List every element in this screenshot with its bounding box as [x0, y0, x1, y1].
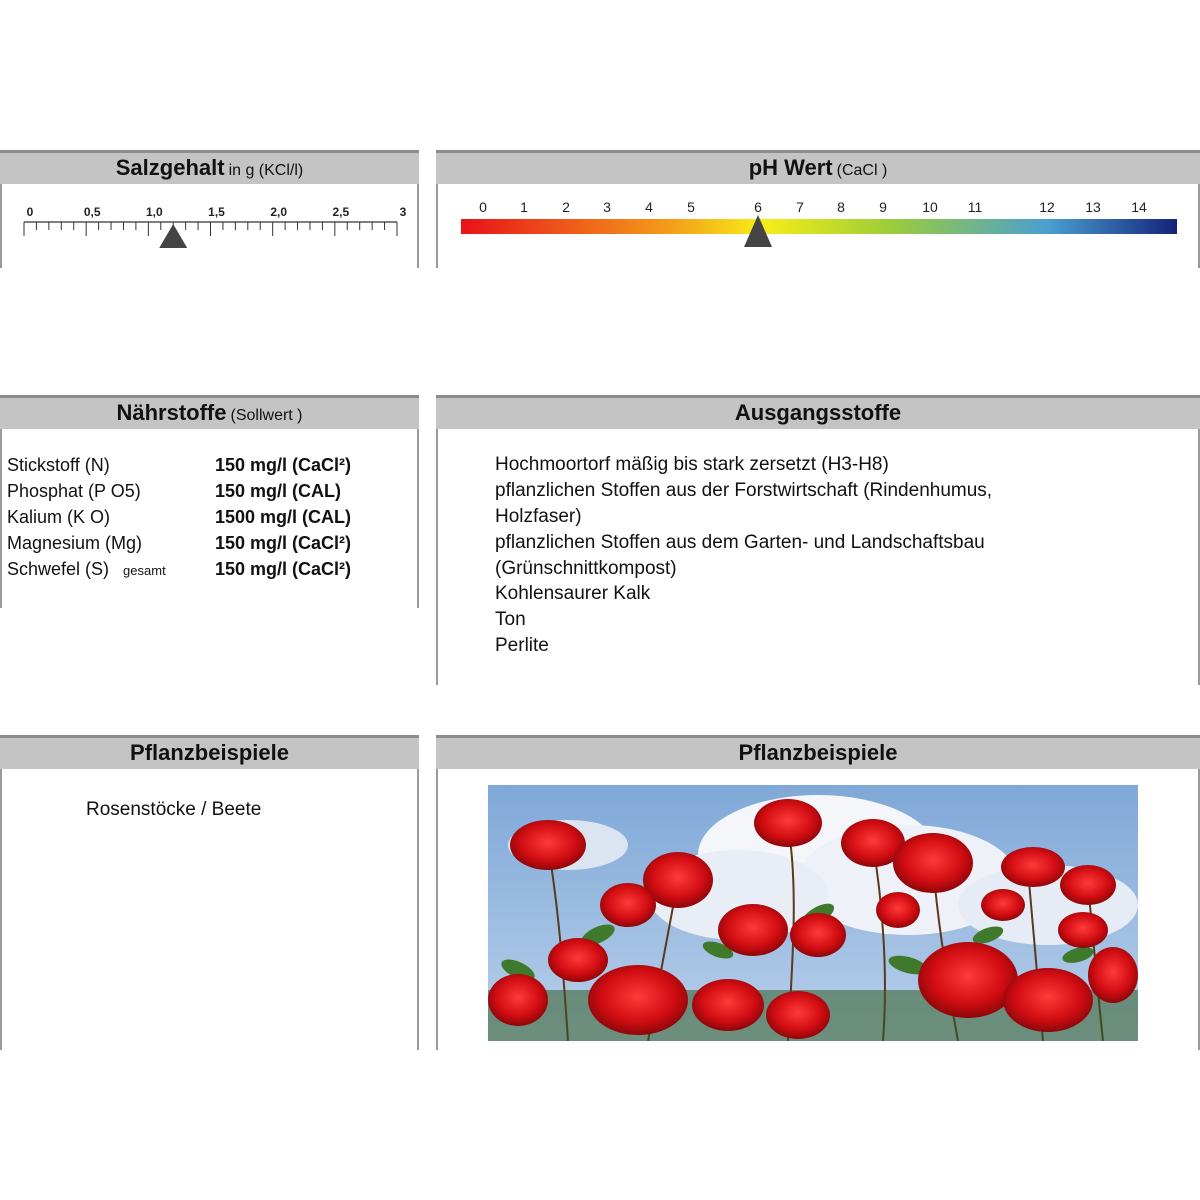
ph-tick-label: 8 [837, 199, 845, 215]
salt-tick-label: 0,5 [83, 205, 101, 219]
plants-text-header [0, 735, 419, 769]
nutrient-name-text: Schwefel (S) [7, 559, 110, 579]
nutrient-value: 150 mg/l (CAL) [215, 481, 342, 501]
salt-tick-label: 2,5 [332, 205, 350, 219]
salt-tick-label: 0 [26, 205, 34, 219]
ph-tick-label: 0 [479, 199, 487, 215]
nutrient-name: Stickstoff (N) [7, 455, 110, 475]
material-line: Perlite [495, 635, 549, 656]
salt-tick-label: 1,5 [208, 205, 225, 219]
nutrient-value: 150 mg/l (CaCl²) [215, 455, 352, 475]
nutrients-title: Nährstoffe [116, 400, 227, 425]
nutrient-row [7, 533, 417, 559]
plants-photo-panel [436, 735, 1200, 1050]
ph-tick-label: 6 [754, 199, 762, 215]
salt-tick-label: 2,0 [270, 205, 288, 219]
nutrient-qualifier: gesamt [123, 563, 166, 578]
salt-unit: in g (KCl/l) [228, 162, 304, 179]
material-line: Hochmoortorf mäßig bis stark zersetzt (H3-H8) [495, 454, 889, 475]
plants-text-title: Pflanzbeispiele [130, 740, 289, 765]
materials-panel [436, 395, 1200, 685]
ph-tick-label: 14 [1131, 199, 1147, 215]
nutrient-value: 150 mg/l (CaCl²) [215, 559, 352, 579]
red-roses-photo [488, 785, 1138, 1041]
ph-tick-label: 10 [922, 199, 938, 215]
ph-tick-label: 3 [603, 199, 611, 215]
nutrients-subtitle: (Sollwert ) [230, 407, 303, 424]
salt-tick-label: 3 [399, 205, 407, 219]
materials-title: Ausgangsstoffe [734, 400, 902, 425]
nutrient-value: 150 mg/l (CaCl²) [215, 533, 352, 553]
ph-tick-label: 12 [1039, 199, 1055, 215]
nutrient-value: 1500 mg/l (CAL) [215, 507, 352, 527]
nutrient-row [7, 481, 417, 507]
salt-title: Salzgehalt [115, 155, 225, 180]
ph-tick-label: 1 [520, 199, 528, 215]
plants-photo-header [436, 735, 1200, 769]
ph-tick-label: 11 [967, 199, 983, 215]
nutrients-panel-header [0, 395, 419, 429]
materials-panel-header [436, 395, 1200, 429]
ph-gradient-bar [461, 219, 1177, 234]
ph-tick-label: 2 [562, 199, 570, 215]
nutrient-name: Phosphat (P O5) [7, 481, 141, 501]
nutrient-name: Magnesium (Mg) [7, 533, 143, 553]
salt-marker [159, 224, 187, 248]
ph-panel [436, 150, 1200, 268]
nutrient-row [7, 455, 417, 481]
nutrients-panel [0, 395, 419, 608]
plants-text-panel [0, 735, 419, 1050]
material-line: Kohlensaurer Kalk [495, 583, 651, 604]
material-line: (Grünschnittkompost) [495, 558, 677, 579]
material-line: Holzfaser) [495, 506, 582, 527]
plants-photo-title: Pflanzbeispiele [738, 740, 898, 765]
salt-panel [0, 150, 419, 268]
material-line: pflanzlichen Stoffen aus dem Garten- und Landschaftsbau [495, 532, 985, 553]
nutrient-row [7, 507, 417, 533]
material-line: pflanzlichen Stoffen aus der Forstwirtschaft (Rindenhumus, [495, 480, 993, 501]
ph-unit: (CaCl ) [836, 162, 888, 179]
ph-tick-label: 9 [879, 199, 887, 215]
ph-tick-label: 7 [796, 199, 804, 215]
nutrient-row [7, 559, 417, 585]
material-line: Ton [495, 609, 526, 630]
salt-tick-label: 1,0 [145, 205, 163, 219]
roses-illustration [488, 785, 1138, 1041]
ph-tick-label: 4 [645, 199, 653, 215]
ph-tick-label: 13 [1085, 199, 1101, 215]
ph-title: pH Wert [748, 155, 833, 180]
nutrient-name: Kalium (K O) [7, 507, 111, 527]
nutrient-name [7, 559, 166, 580]
salt-scale [2, 150, 417, 268]
ph-scale [438, 150, 1198, 268]
plant-example-text: Rosenstöcke / Beete [86, 799, 262, 820]
ph-tick-label: 5 [687, 199, 695, 215]
